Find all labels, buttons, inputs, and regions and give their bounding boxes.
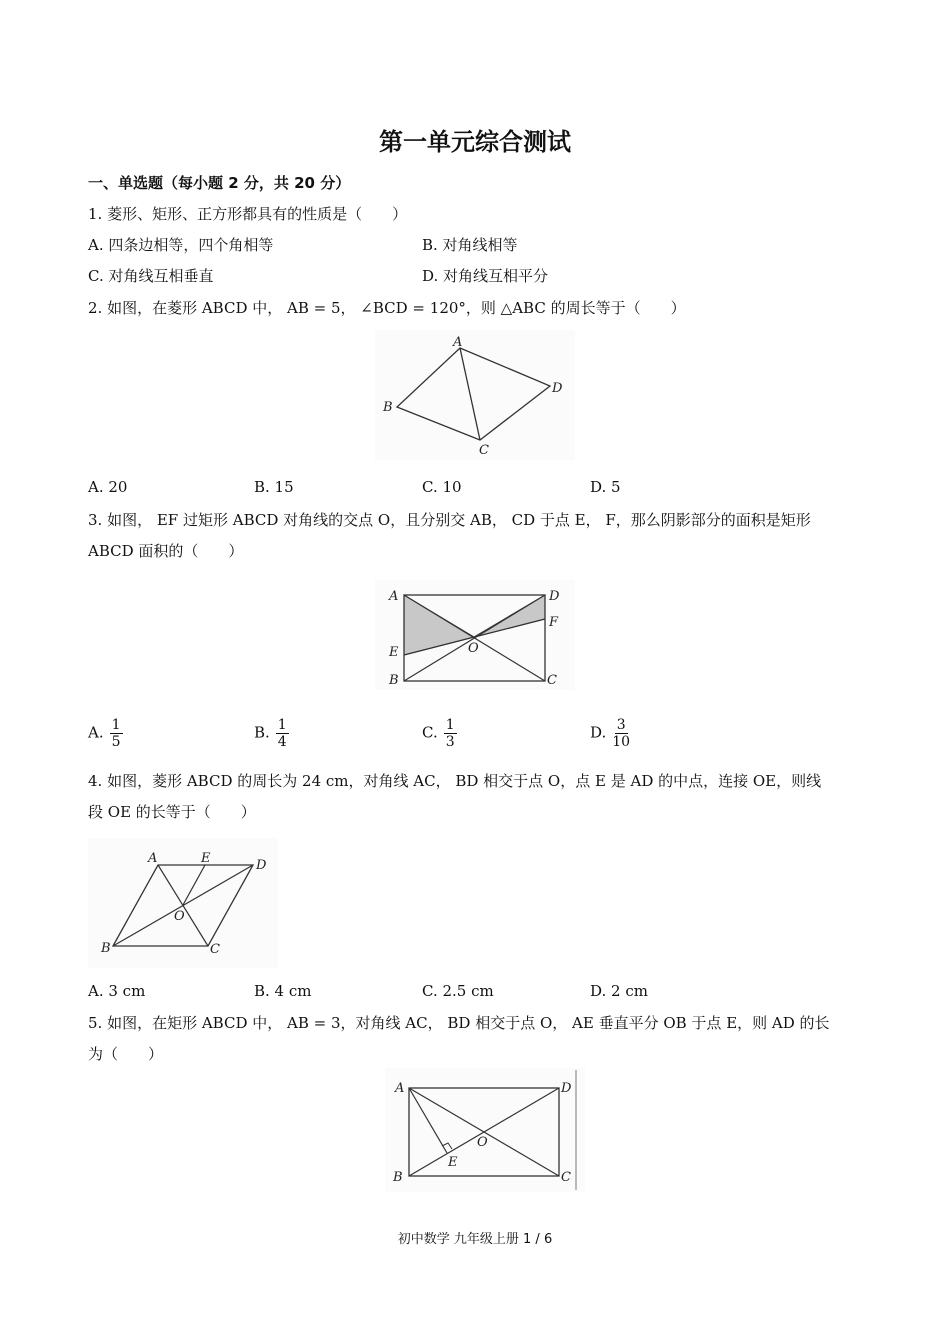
q5-rectangle-figure [385, 1068, 585, 1192]
q5-label-d: D [561, 1081, 572, 1096]
q4-stem-line2: 段 OE 的长等于（ ） [88, 803, 256, 821]
q5-stem-line2: 为（ ） [88, 1045, 164, 1063]
q3-rectangle-figure [375, 580, 575, 690]
q5-label-o: O [477, 1135, 488, 1150]
q1-option-a: A. 四条边相等，四个角相等 [88, 236, 274, 254]
q4-label-e: E [201, 851, 211, 866]
q2-option-d: D. 5 [590, 478, 621, 496]
q4-option-d: D. 2 cm [590, 982, 648, 1000]
q4-stem-line1: 4. 如图，菱形 ABCD 的周长为 24 cm，对角线 AC， BD 相交于点 O，点 E 是 AD 的中点，连接 OE，则线 [88, 772, 822, 790]
q3-option-a: A. $\frac{1}{5}$ [88, 717, 121, 750]
q5-label-a: A [395, 1081, 405, 1096]
q4-label-d: D [256, 858, 267, 873]
q4-label-o: O [174, 909, 185, 924]
q1-option-c: C. 对角线互相垂直 [88, 267, 214, 285]
q2-label-a: A [453, 335, 463, 350]
q2-option-b: B. 15 [254, 478, 294, 496]
q3-label-d: D [549, 589, 560, 604]
q3-option-b: B. $\frac{1}{4}$ [254, 717, 287, 750]
q3-label-a: A [389, 589, 399, 604]
q4-option-b: B. 4 cm [254, 982, 312, 1000]
q3-option-c: C. $\frac{1}{3}$ [422, 717, 455, 750]
q2-label-c: C [479, 443, 489, 458]
q2-stem: 2. 如图，在菱形 ABCD 中， AB = 5， ∠BCD = 120°，则 △ABC 的周长等于（ ） [88, 299, 686, 317]
q3-label-b: B [389, 673, 399, 688]
section-heading: 一、单选题（每小题 2 分，共 20 分） [88, 174, 351, 192]
q4-label-a: A [148, 851, 158, 866]
q4-rhombus-figure [88, 838, 278, 968]
q2-label-b: B [383, 400, 393, 415]
q2-label-d: D [552, 381, 563, 396]
q4-option-c: C. 2.5 cm [422, 982, 494, 1000]
q3-stem-line1: 3. 如图， EF 过矩形 ABCD 对角线的交点 O，且分别交 AB， CD 于点 E， F，那么阴影部分的面积是矩形 [88, 511, 811, 529]
q5-label-b: B [393, 1170, 403, 1185]
q3-label-o: O [468, 641, 479, 656]
q3-label-e: E [389, 645, 399, 660]
q5-stem-line1: 5. 如图，在矩形 ABCD 中， AB = 3，对角线 AC， BD 相交于点 O， AE 垂直平分 OB 于点 E，则 AD 的长 [88, 1014, 830, 1032]
q4-label-c: C [210, 942, 220, 957]
q3-label-c: C [547, 673, 557, 688]
page-footer: 初中数学 九年级上册 1 / 6 [397, 1232, 553, 1247]
page-title: 第一单元综合测试 [379, 128, 571, 156]
q1-stem: 1. 菱形、矩形、正方形都具有的性质是（ ） [88, 205, 408, 223]
q2-rhombus-figure [375, 330, 575, 460]
q4-label-b: B [101, 941, 111, 956]
q5-label-e: E [448, 1155, 458, 1170]
q5-label-c: C [561, 1170, 571, 1185]
q2-option-c: C. 10 [422, 478, 462, 496]
q1-option-d: D. 对角线互相平分 [422, 267, 549, 285]
q2-option-a: A. 20 [88, 478, 128, 496]
q3-stem-line2: ABCD 面积的（ ） [88, 542, 244, 560]
q4-option-a: A. 3 cm [88, 982, 146, 1000]
q1-option-b: B. 对角线相等 [422, 236, 518, 254]
q3-label-f: F [549, 615, 559, 630]
q3-option-d: D. $\frac{3}{10}$ [590, 717, 631, 750]
